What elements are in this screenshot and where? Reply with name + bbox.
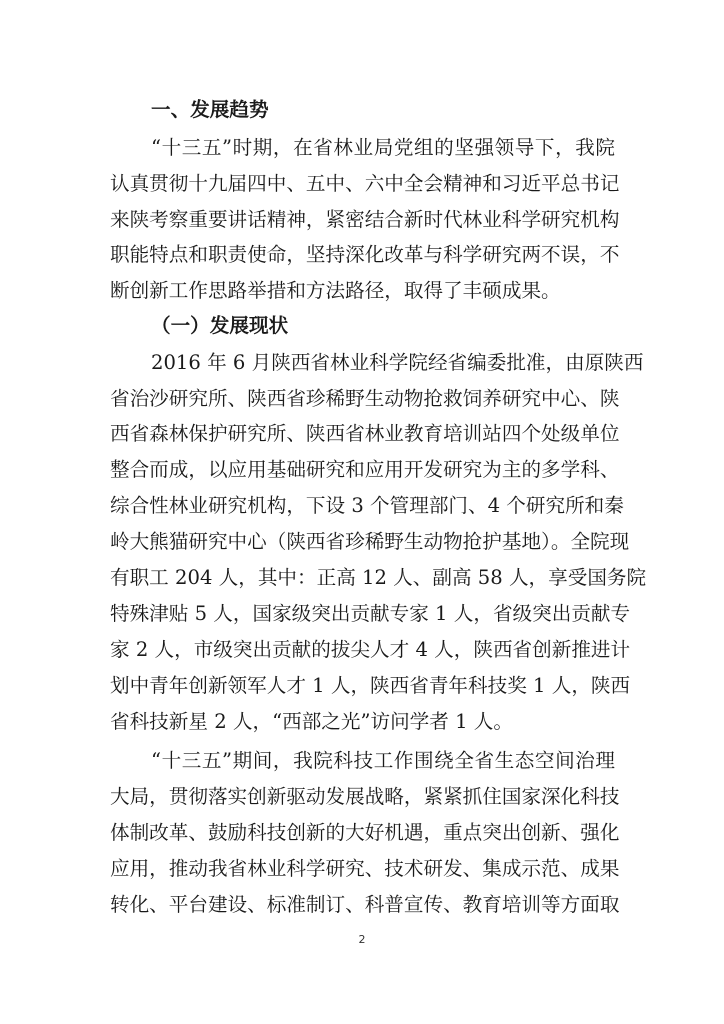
paragraph-line: 有职工 204 人，其中：正高 12 人、副高 58 人，享受国务院: [110, 566, 647, 589]
paragraph-line: 2016 年 6 月陕西省林业科学院经省编委批准，由原陕西: [151, 351, 644, 374]
paragraph-line: 来陕考察重要讲话精神，紧密结合新时代林业科学研究机构: [110, 208, 620, 231]
paragraph-line: “十三五”时期，在省林业局党组的坚强领导下，我院: [151, 136, 615, 159]
section-heading: 一、发展趋势: [151, 98, 269, 121]
paragraph-line: 整合而成，以应用基础研究和应用开发研究为主的多学科、: [110, 458, 620, 481]
paragraph-line: 省治沙研究所、陕西省珍稀野生动物抢救饲养研究中心、陕: [110, 387, 620, 410]
paragraph-line: 岭大熊猫研究中心（陕西省珍稀野生动物抢护基地）。全院现: [110, 530, 630, 553]
page-number: 2: [358, 933, 366, 946]
paragraph-line: 家 2 人，市级突出贡献的拔尖人才 4 人，陕西省创新推进计: [110, 638, 631, 661]
paragraph-line: 省科技新星 2 人，“西部之光”访问学者 1 人。: [110, 710, 513, 733]
paragraph-line: 划中青年创新领军人才 1 人，陕西省青年科技奖 1 人，陕西: [110, 674, 631, 697]
paragraph-line: 综合性林业研究机构，下设 3 个管理部门、4 个研究所和秦: [110, 494, 624, 517]
subsection-heading: （一）发展现状: [151, 314, 289, 337]
paragraph-line: 特殊津贴 5 人，国家级突出贡献专家 1 人，省级突出贡献专: [110, 602, 631, 625]
paragraph-line: “十三五”期间，我院科技工作围绕全省生态空间治理: [151, 749, 615, 772]
paragraph-line: 应用，推动我省林业科学研究、技术研发、集成示范、成果: [110, 857, 620, 880]
paragraph-line: 职能特点和职责使命，坚持深化改革与科学研究两不误，不: [110, 243, 620, 266]
paragraph-line: 认真贯彻十九届四中、五中、六中全会精神和习近平总书记: [110, 172, 620, 195]
paragraph-line: 西省森林保护研究所、陕西省林业教育培训站四个处级单位: [110, 422, 620, 445]
paragraph-line: 转化、平台建设、标准制订、科普宣传、教育培训等方面取: [110, 893, 620, 916]
paragraph-line: 体制改革、鼓励科技创新的大好机遇，重点突出创新、强化: [110, 821, 620, 844]
paragraph-line: 大局，贯彻落实创新驱动发展战略，紧紧抓住国家深化科技: [110, 785, 620, 808]
paragraph-line: 断创新工作思路举措和方法路径，取得了丰硕成果。: [110, 279, 561, 302]
